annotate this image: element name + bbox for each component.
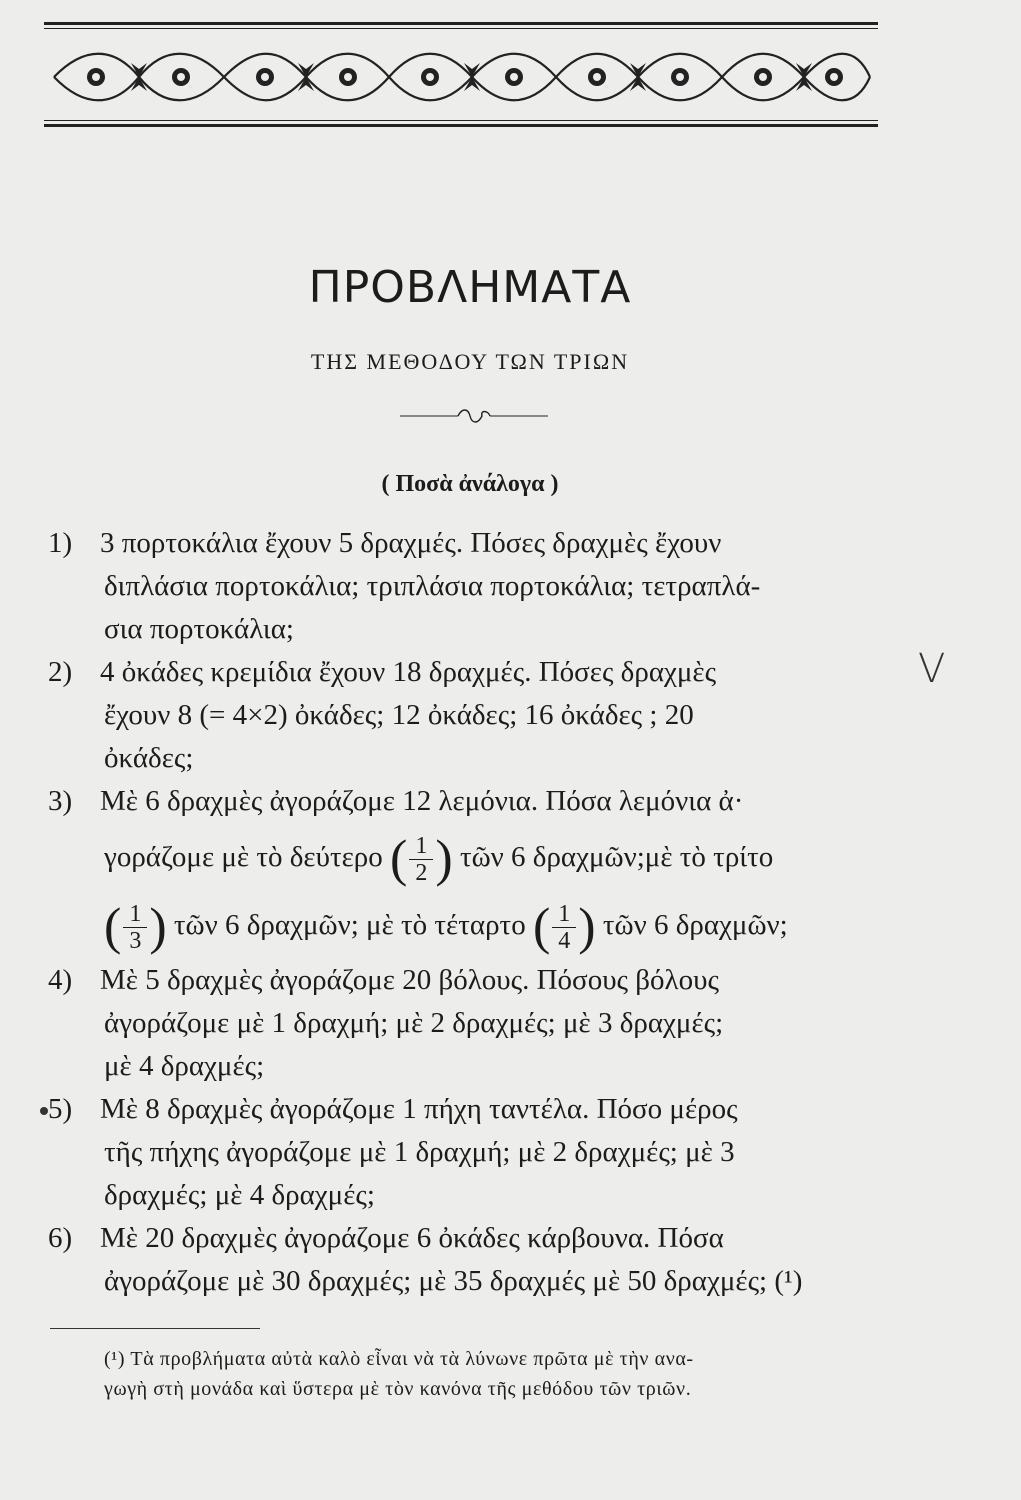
fraction-one-quarter [552, 901, 576, 954]
problem-text-line: διπλάσια πορτοκάλια; τριπλάσια πορτοκάλια; τετραπλά- [104, 570, 761, 602]
paren-close: ) [149, 898, 167, 956]
problem-number: 2) [48, 656, 73, 688]
ornament-rule-bottom-thin [44, 120, 878, 121]
flourish-divider-icon [400, 408, 548, 424]
problem-text-line: ὀκάδες; [104, 742, 194, 774]
problem-text-line: τῶν 6 δραχμῶν; μὲ τὸ τέταρτο [173, 909, 526, 941]
fraction-denominator: 4 [558, 927, 571, 954]
footnote-rule [50, 1328, 260, 1329]
floral-ornament-icon [44, 36, 878, 118]
problem-number: 1) [48, 527, 73, 559]
problem-item-1 [48, 522, 888, 651]
fraction-one-third [123, 901, 147, 954]
fraction-denominator: 3 [129, 927, 142, 954]
page-subtitle: ΤΗΣ ΜΕΘΟΔΟΥ ΤΩΝ ΤΡΙΩΝ [310, 349, 630, 374]
problem-list [48, 522, 888, 1303]
ornament-rule-top-thin [44, 28, 878, 29]
problem-item-2 [48, 651, 888, 780]
fraction-denominator: 2 [415, 859, 428, 886]
section-heading: ( Ποσὰ ἀνάλογα ) [381, 471, 559, 497]
margin-dot [40, 1107, 48, 1115]
fraction-numerator: 1 [552, 901, 576, 928]
page-title: ΠΡΟΒΛΗΜΑΤΑ [308, 262, 632, 313]
problem-text-line: ἔχουν 8 (= 4×2) ὀκάδες; 12 ὀκάδες; 16 ὀκάδες ; 20 [104, 699, 694, 731]
footnote-text-line: γωγὴ στὴ μονάδα καὶ ὕστερα μὲ τὸν κανόνα τῆς μεθόδου τῶν τριῶν. [104, 1378, 692, 1400]
margin-mark-text: V [918, 646, 946, 692]
problem-number: 5) [48, 1093, 73, 1125]
problem-item-5 [48, 1088, 888, 1217]
problem-text-line: τῶν 6 δραχμῶν;μὲ τὸ τρίτο [459, 841, 774, 873]
ornament-rule-top-thick [44, 22, 878, 25]
paren-open: ( [532, 898, 551, 956]
footnote [104, 1344, 884, 1404]
footnote-text-line: Τὰ προβλήματα αὐτὰ καλὸ εἶναι νὰ τὰ λύνωνε πρῶτα μὲ τὴν ανα- [130, 1348, 694, 1370]
fraction-numerator: 1 [123, 901, 147, 928]
problem-text-line: ἀγοράζομε μὲ 1 δραχμή; μὲ 2 δραχμές; μὲ 3 δραχμές; [104, 1007, 724, 1039]
paren-open: ( [104, 898, 122, 956]
problem-text-line: τῶν 6 δραχμῶν; [602, 909, 788, 941]
footnote-marker: (¹) [104, 1348, 126, 1370]
problem-number: 4) [48, 964, 73, 996]
decorative-header-band [44, 22, 878, 132]
problem-text-line: Μὲ 5 δραχμὲς ἀγοράζομε 20 βόλους. Πόσους βόλους [100, 964, 719, 996]
problem-text-line: μὲ 4 δραχμές; [104, 1050, 265, 1082]
problem-item-3 [48, 780, 888, 959]
problem-text-line: 4 ὀκάδες κρεμίδια ἔχουν 18 δραχμές. Πόσες δραχμὲς [100, 656, 717, 688]
problem-text-line: ἀγοράζομε μὲ 30 δραχμές; μὲ 35 δραχμές μὲ 50 δραχμές; (¹) [104, 1265, 803, 1297]
fraction-one-half [409, 833, 433, 886]
problem-item-4 [48, 959, 888, 1088]
problem-text-line: Μὲ 6 δραχμὲς ἀγοράζομε 12 λεμόνια. Πόσα λεμόνια ἀ· [100, 785, 744, 817]
ornament-rule-bottom-thick [44, 124, 878, 127]
paren-close: ) [578, 898, 596, 956]
paren-close: ) [435, 830, 453, 888]
problem-text-line: Μὲ 20 δραχμὲς ἀγοράζομε 6 ὀκάδες κάρβουνα. Πόσα [100, 1222, 724, 1254]
problem-item-6 [48, 1217, 888, 1303]
handwritten-checkmark [918, 646, 962, 692]
problem-number: 6) [48, 1222, 73, 1254]
problem-text-line: γοράζομε μὲ τὸ δεύτερο [104, 841, 383, 873]
problem-text-line: σια πορτοκάλια; [104, 613, 294, 645]
fraction-numerator: 1 [409, 833, 433, 860]
problem-text-line: δραχμές; μὲ 4 δραχμές; [104, 1179, 375, 1211]
problem-number: 3) [48, 785, 73, 817]
problem-text-line: 3 πορτοκάλια ἔχουν 5 δραχμές. Πόσες δραχμὲς ἔχουν [100, 527, 722, 559]
paren-open: ( [390, 830, 408, 888]
problem-text-line: τῆς πήχης ἀγοράζομε μὲ 1 δραχμή; μὲ 2 δραχμές; μὲ 3 [104, 1136, 735, 1168]
problem-text-line: Μὲ 8 δραχμὲς ἀγοράζομε 1 πήχη ταντέλα. Πόσο μέρος [100, 1093, 738, 1125]
